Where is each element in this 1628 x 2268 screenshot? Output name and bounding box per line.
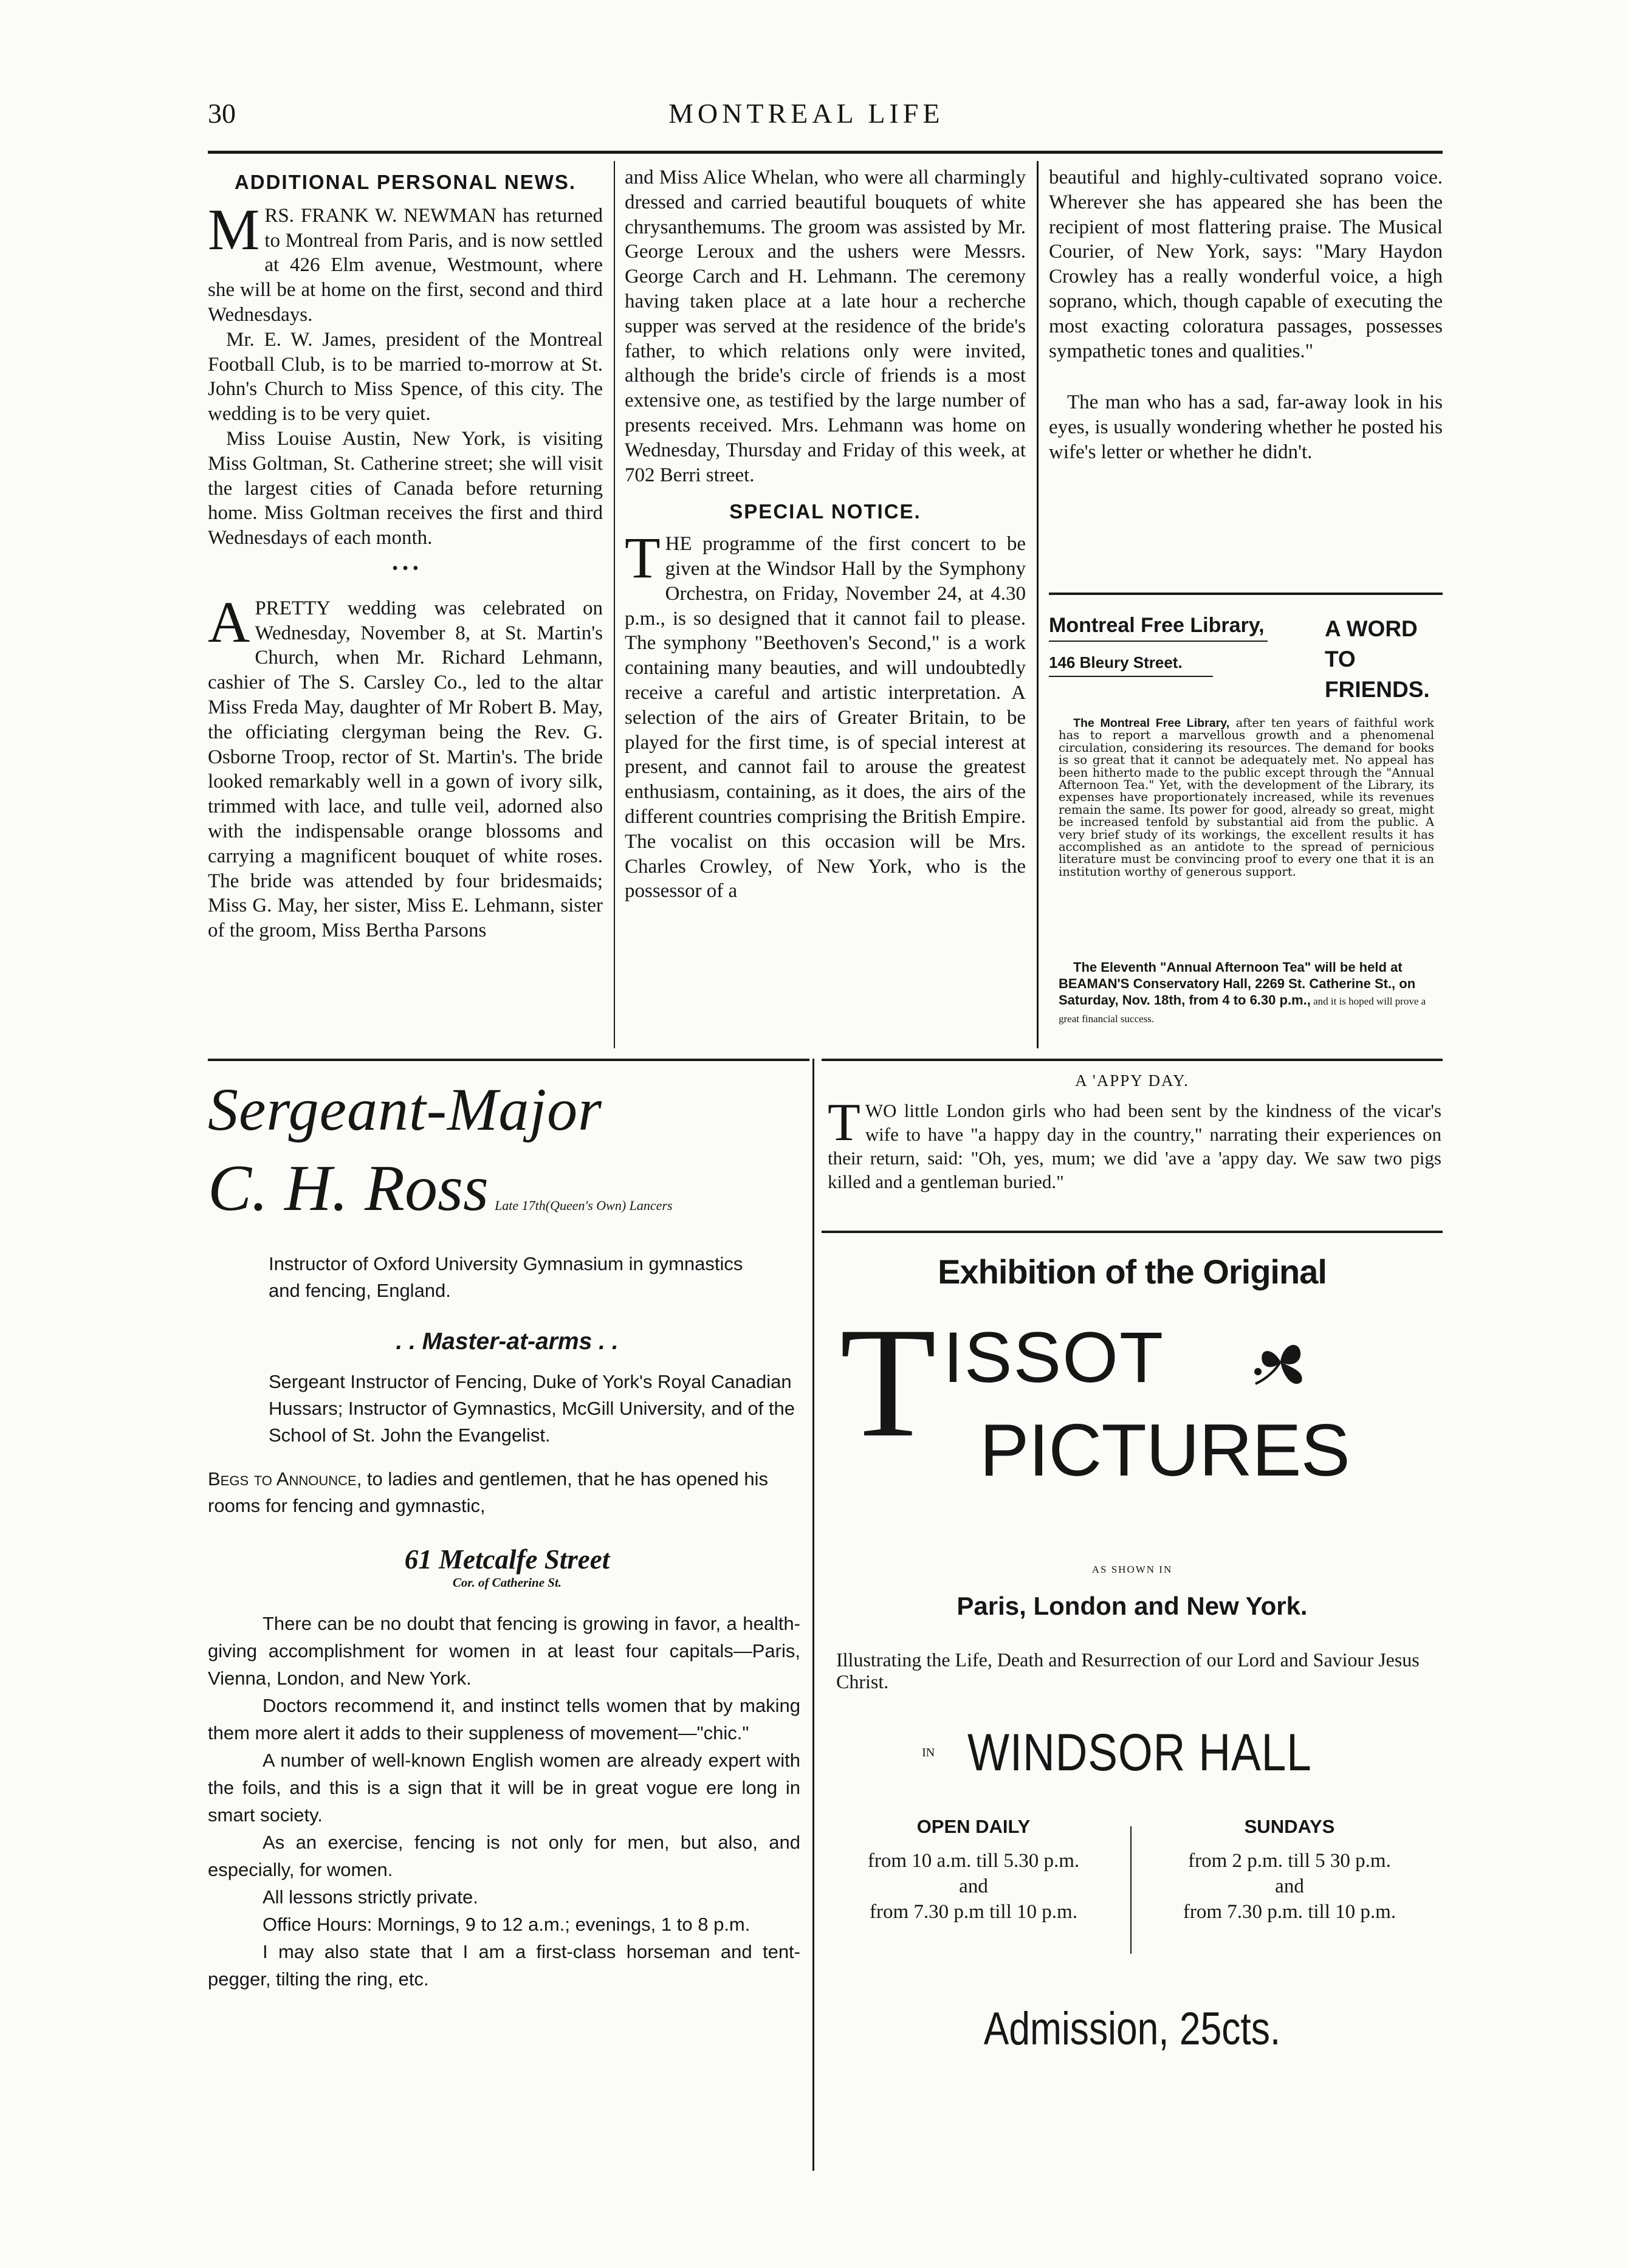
wedding-paragraph: APRETTY wedding was celebrated on Wednesday, November 8, at St. Martin's Church, when Mr. Richard Lehmann, cashier of The S. Carsley Co., led to the altar Miss Freda May, daughter of Mr Robert B. May, the officiating clergyman being the Rev. G. Osborne Troop, rector of St. Martin's. The bride looked remarkably well in a gown of ivory silk, trimmed with lace, and tulle veil, adorned also with the indispensable orange blossoms and carrying a magnificent bouquet of white roses. The bride was attended by four bridesmaids; Miss G. May, her sister, Miss E. Lehmann, sister of the groom, Miss Bertha Parsons [208,589,603,942]
appy-day-rule [822,1231,1443,1233]
ross-corner: Cor. of Catherine St. [452,1575,562,1590]
column-2 [625,165,1026,904]
concert-paragraph: THE programme of the first concert to be given at the Windsor Hall by the Symphony Orchestra, on Friday, November 24, at 4.30 p.m., is so designed that it cannot fail to please. The symphony "Beethoven's Second," is a work containing many beauties, and will undoubtedly receive a careful and artistic interpretation. A selection of the airs of Greater Britain, to be played for the first time, is of special interest at present, and cannot fail to arouse the greatest enthusiasm, containing, as it does, the airs of the different countries comprising the British Empire. The vocalist on this occasion will be Mrs. Charles Crowley, of New York, who is the possessor of a [625,525,1026,902]
sundays-heading: SUNDAYS [1244,1816,1335,1837]
column-divider-1 [614,161,615,1048]
tissot-issot: ISSOT [943,1318,1165,1398]
ross-paragraph-5: All lessons strictly private. [263,1886,478,1908]
tissot-illustrating: Illustrating the Life, Death and Resurrection of our Lord and Saviour Jesus Christ. [836,1649,1420,1692]
sundays-column [1138,1814,1441,1925]
hours-divider [1130,1826,1132,1954]
tissot-exhibition: Exhibition of the Original [938,1253,1327,1291]
library-address: 146 Bleury Street. [1049,653,1183,672]
ross-paragraph-6: Office Hours: Mornings, 9 to 12 a.m.; evenings, 1 to 8 p.m. [263,1914,750,1935]
tissot-admission: Admission, 25cts. [983,2003,1281,2055]
ross-street: 61 Metcalfe Street [404,1544,610,1575]
ross-paragraph-2: Doctors recommend it, and instinct tells women that by making them more alert it adds to their suppleness of movement—"chic." [208,1695,800,1744]
friends-line: FRIENDS. [1325,677,1430,702]
a-word-to-friends [1325,614,1430,705]
library-address-underline [1049,676,1213,677]
appy-day-heading: A 'APPY DAY. [1075,1071,1189,1090]
library-name-underline [1049,641,1268,642]
tissot-windsor-hall: WINDSOR HALL [967,1723,1312,1782]
tissot-pictures: PICTURES [980,1409,1350,1491]
leaf-ornament-icon [1247,1334,1314,1389]
tissot-cities: Paris, London and New York. [957,1592,1308,1620]
newman-paragraph: MRS. FRANK W. NEWMAN has returned to Montreal from Paris, and is now settled at 426 Elm avenue, Westmount, where she will be at home on the first, second and third Wednesdays. [208,196,603,326]
ross-master-at-arms: . . Master-at-arms . . [396,1328,619,1355]
appy-day-paragraph: TWO little London girls who had been sent by the kindness of the vicar's wife to have "a happy day in the country," narrating their experiences on their return, said: "Oh, yes, mum; we did 'ave a 'appy day. We saw two pigs killed and a gentleman buried." [828,1093,1441,1192]
special-notice-heading: SPECIAL NOTICE. [729,500,921,523]
ross-advertisement [208,1076,806,1993]
sunday-evening-hours: from 7.30 p.m. till 10 p.m. [1183,1901,1396,1923]
additional-personal-news-heading: ADDITIONAL PERSONAL NEWS. [234,171,577,193]
ross-paragraph-7: I may also state that I am a first-class horseman and tent-pegger, tilting the ring, etc. [208,1941,800,1990]
ross-late-regiment: Late 17th(Queen's Own) Lancers [495,1198,673,1213]
ross-paragraph-4: As an exercise, fencing is not only for men, but also, and especially, for women. [208,1832,800,1880]
column-1 [208,163,603,943]
to-line: TO [1325,647,1356,672]
ross-paragraph-3: A number of well-known English women are already expert with the foils, and this is a sign that it will be in great vogue ere long in smart society. [208,1750,800,1826]
ross-sergeant-instructor: Sergeant Instructor of Fencing, Duke of York's Royal Canadian Hussars; Instructor of Gymnastics, McGill University, and of the School of St. John the Evangelist. [269,1371,795,1446]
open-daily-column [822,1814,1125,1925]
header-rule [208,151,1443,154]
a-word-line: A WORD [1325,616,1418,641]
library-body: The Montreal Free Library, after ten years of faithful work has to report a marvellous growth and a phenomenal circulation, considering its resources. The demand for books is so great that it cannot be adequately met. No appeal has been hitherto made to the public except through the "Annual Afternoon Tea." Yet, with the development of the Library, its expenses have proportionately increased, while its revenues remain the same. Its power for good, already so great, might be increased tenfold by substantial aid from the public. A very brief study of its workings, the excellent results it has accomplished as an antidote to the spread of pernicious literature must be convincing proof to every one that it is an institution worthy of generous support. [1059,716,1434,879]
ross-instructor: Instructor of Oxford University Gymnasium in gymnastics and fencing, England. [269,1253,743,1301]
sad-man-paragraph: The man who has a sad, far-away look in his eyes, is usually wondering whether he posted his wife's letter or whether he didn't. [1049,391,1443,463]
column-divider-2 [1037,161,1039,1048]
ross-title-1: Sergeant-Major [208,1076,603,1143]
ad-divider [812,1059,814,2171]
wedding-continued-paragraph: and Miss Alice Whelan, who were all charmingly dressed and carried beautiful bouquets of white chrysanthemums. The groom was assisted by Mr. George Leroux and the ushers were Messrs. George Carch and H. Lehmann. The ceremony having taken place at a late hour a recherche supper was served at the residence of the bride's father, to which relations only were invited, although the bride's circle of friends is a most extensive one, as testified by the large number of presents received. Mrs. Lehmann was home on Wednesday, Thursday and Friday of this week, at 702 Berri street. [625,167,1026,486]
library-top-rule [1049,593,1443,595]
daily-and: and [959,1875,988,1897]
sunday-and: and [1275,1875,1304,1897]
column-3 [1049,165,1443,465]
page-number: 30 [208,98,236,129]
sunday-afternoon-hours: from 2 p.m. till 5 30 p.m. [1188,1850,1391,1872]
section-dots: • • • [392,558,419,578]
crowley-paragraph: beautiful and highly-cultivated soprano voice. Wherever she has appeared she has been the recipient of most flattering praise. The Musical Courier, of New York, says: "Mary Haydon Crowley has a really wonderful voice, a high soprano, which, though capable of executing the most exacting coloratura passages, possesses sympathetic tones and qualities." [1049,167,1443,362]
library-name: Montreal Free Library, [1049,614,1265,637]
mid-rule-left [208,1059,809,1061]
ross-title-2: C. H. Ross [208,1152,489,1225]
austin-paragraph: Miss Louise Austin, New York, is visiting Miss Goltman, St. Catherine street; she will visit the largest cities of Canada before returning home. Miss Goltman receives the first and third Wednesdays of each month. [208,427,603,549]
ross-paragraph-1: There can be no doubt that fencing is growing in favor, a health-giving accomplishment for women in at least four capitals—Paris, Vienna, London, and New York. [208,1613,800,1689]
daily-morning-hours: from 10 a.m. till 5.30 p.m. [867,1850,1080,1872]
tissot-in: IN [922,1746,935,1759]
mid-rule-right [822,1059,1443,1061]
tissot-t-capital: T [840,1295,936,1470]
page-title: MONTREAL LIFE [668,98,944,129]
daily-evening-hours: from 7.30 p.m till 10 p.m. [870,1901,1077,1923]
ross-begs-to-announce: Begs to Announce, to ladies and gentlemen, that he has opened his rooms for fencing and gymnastic, [208,1468,769,1516]
tissot-advertisement [822,1252,1443,2055]
annual-tea-notice: The Eleventh "Annual Afternoon Tea" will be held at BEAMAN'S Conservatory Hall, 2269 St. Catherine St., on Saturday, Nov. 18th, from 4 to 6.30 p.m., and it is hoped will prove a great financial success. [1059,960,1426,1025]
open-daily-heading: OPEN DAILY [916,1816,1031,1837]
tissot-as-shown-in: AS SHOWN IN [1091,1564,1173,1575]
james-paragraph: Mr. E. W. James, president of the Montreal Football Club, is to be married to-morrow at St. John's Church to Miss Spence, of this city. The wedding is to be very quiet. [208,328,603,425]
